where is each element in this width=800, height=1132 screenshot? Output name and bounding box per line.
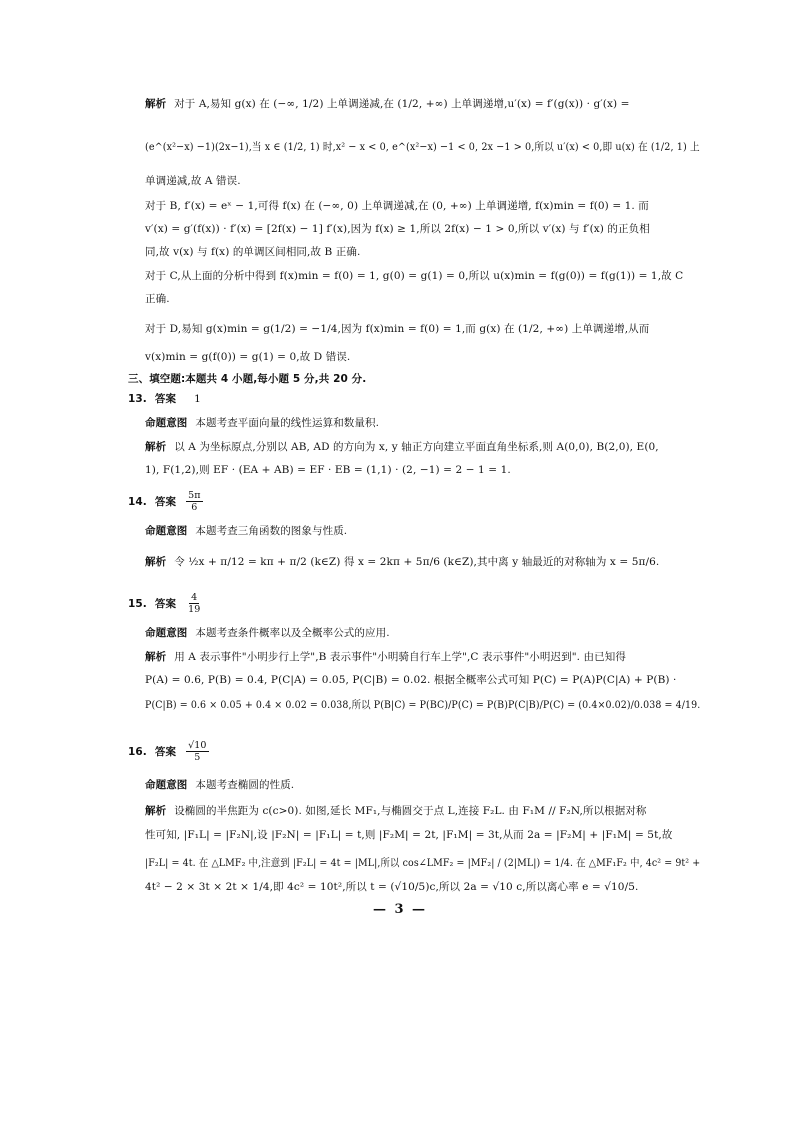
q16-intent: 命题意图 本题考查椭圆的性质.	[145, 779, 295, 791]
analysis-line-b1: 对于 B, f′(x) = eˣ − 1,可得 f(x) 在 (−∞, 0) 上单调递减,在 (0, +∞) 上单调递增, f(x)min = f(0) = 1. 而	[145, 200, 649, 212]
analysis-line-a2: (e^(x²−x) −1)(2x−1),当 x ∈ (1/2, 1) 时,x² − x < 0, e^(x²−x) −1 < 0, 2x −1 > 0,所以 u′(x) < 0,即 u(x) 在 (1/2, 1) 上	[145, 141, 700, 153]
section-heading: 三、填空题:本题共 4 小题,每小题 5 分,共 20 分.	[128, 373, 367, 385]
q13-answer: 1	[194, 393, 201, 405]
q15-intent: 命题意图 本题考查条件概率以及全概率公式的应用.	[145, 627, 390, 639]
analysis-label: 解析	[145, 98, 167, 110]
q15-answer-row: 15. 答案 $\frac{4}{19}$	[128, 592, 201, 615]
q16-answer: $\frac{√10}{5}$	[188, 740, 207, 763]
q13-intent: 命题意图 本题考查平面向量的线性运算和数量积.	[145, 417, 380, 429]
analysis-line-c2: 正确.	[145, 293, 170, 305]
q13-analysis-2: 1), F(1,2),则 EF · (EA + AB) = EF · EB = (1,1) · (2, −1) = 2 − 1 = 1.	[145, 464, 511, 476]
analysis-line-d1: 对于 D,易知 g(x)min = g(1/2) = −1/4,因为 f(x)min = f(0) = 1,而 g(x) 在 (1/2, +∞) 上单调递增,从而	[145, 323, 650, 335]
analysis-line-a3: 单调递减,故 A 错误.	[145, 175, 241, 187]
analysis-line-a1: 解析 对于 A,易知 g(x) 在 (−∞, 1/2) 上单调递减,在 (1/2, +∞) 上单调递增,u′(x) = f′(g(x)) · g′(x) =	[145, 98, 630, 110]
q15-answer: $\frac{4}{19}$	[188, 592, 201, 615]
q15-analysis-2: P(A) = 0.6, P(B) = 0.4, P(C|A) = 0.05, P(C|B) = 0.02. 根据全概率公式可知 P(C) = P(A)P(C|A) + P(B) ·	[145, 674, 677, 686]
q15-analysis-3: P(C|B) = 0.6 × 0.05 + 0.4 × 0.02 = 0.038,所以 P(B|C) = P(BC)/P(C) = P(B)P(C|B)/P(C) = (0.4×0.02)/0.038 = 4/19.	[145, 699, 701, 711]
q16-analysis-2: 性可知, |F₁L| = |F₂N|,设 |F₂N| = |F₁L| = t,则 |F₂M| = 2t, |F₁M| = 3t,从而 2a = |F₂M| + |F₁M| = 5t,故	[145, 829, 673, 841]
analysis-line-b2: v′(x) = g′(f(x)) · f′(x) = [2f(x) − 1] f′(x),因为 f(x) ≥ 1,所以 2f(x) − 1 > 0,所以 v′(x) 与 f′(x) 的正负相	[145, 223, 650, 235]
analysis-line-b3: 同,故 v(x) 与 f(x) 的单调区间相同,故 B 正确.	[145, 246, 361, 258]
q14-analysis-1: 解析 令 ½x + π/12 = kπ + π/2 (k∈Z) 得 x = 2kπ + 5π/6 (k∈Z),其中离 y 轴最近的对称轴为 x = 5π/6.	[145, 556, 660, 568]
q15-analysis-1: 解析 用 A 表示事件"小明步行上学",B 表示事件"小明骑自行车上学",C 表示事件"小明迟到". 由已知得	[145, 651, 626, 663]
q14-answer-row: 14. 答案 $\frac{5\pi}{6}$	[128, 490, 201, 513]
q13-answer-row: 13. 答案 1	[128, 393, 201, 405]
q14-answer: $\frac{5\pi}{6}$	[188, 490, 201, 513]
q16-analysis-1: 解析 设椭圆的半焦距为 c(c>0). 如图,延长 MF₁,与椭圆交于点 L,连接 F₂L. 由 F₁M // F₂N,所以根据对称	[145, 805, 647, 817]
analysis-line-d2: v(x)min = g(f(0)) = g(1) = 0,故 D 错误.	[145, 351, 351, 363]
page-number: — 3 —	[372, 902, 428, 917]
q14-intent: 命题意图 本题考查三角函数的图象与性质.	[145, 525, 348, 537]
analysis-line-c1: 对于 C,从上面的分析中得到 f(x)min = f(0) = 1, g(0) = g(1) = 0,所以 u(x)min = f(g(0)) = f(g(1)) = 1,故 C	[145, 270, 684, 282]
q16-analysis-3: |F₂L| = 4t. 在 △LMF₂ 中,注意到 |F₂L| = 4t = |ML|,所以 cos∠LMF₂ = |MF₂| / (2|ML|) = 1/4. 在 △MF₁F₂ 中, 4c² = 9t² +	[145, 857, 701, 869]
q16-answer-row: 16. 答案 $\frac{√10}{5}$	[128, 740, 207, 763]
q16-analysis-4: 4t² − 2 × 3t × 2t × 1/4,即 4c² = 10t²,所以 t = (√10/5)c,所以 2a = √10 c,所以离心率 e = √10/5.	[145, 881, 639, 893]
q13-analysis-1: 解析 以 A 为坐标原点,分别以 AB, AD 的方向为 x, y 轴正方向建立平面直角坐标系,则 A(0,0), B(2,0), E(0,	[145, 441, 659, 453]
